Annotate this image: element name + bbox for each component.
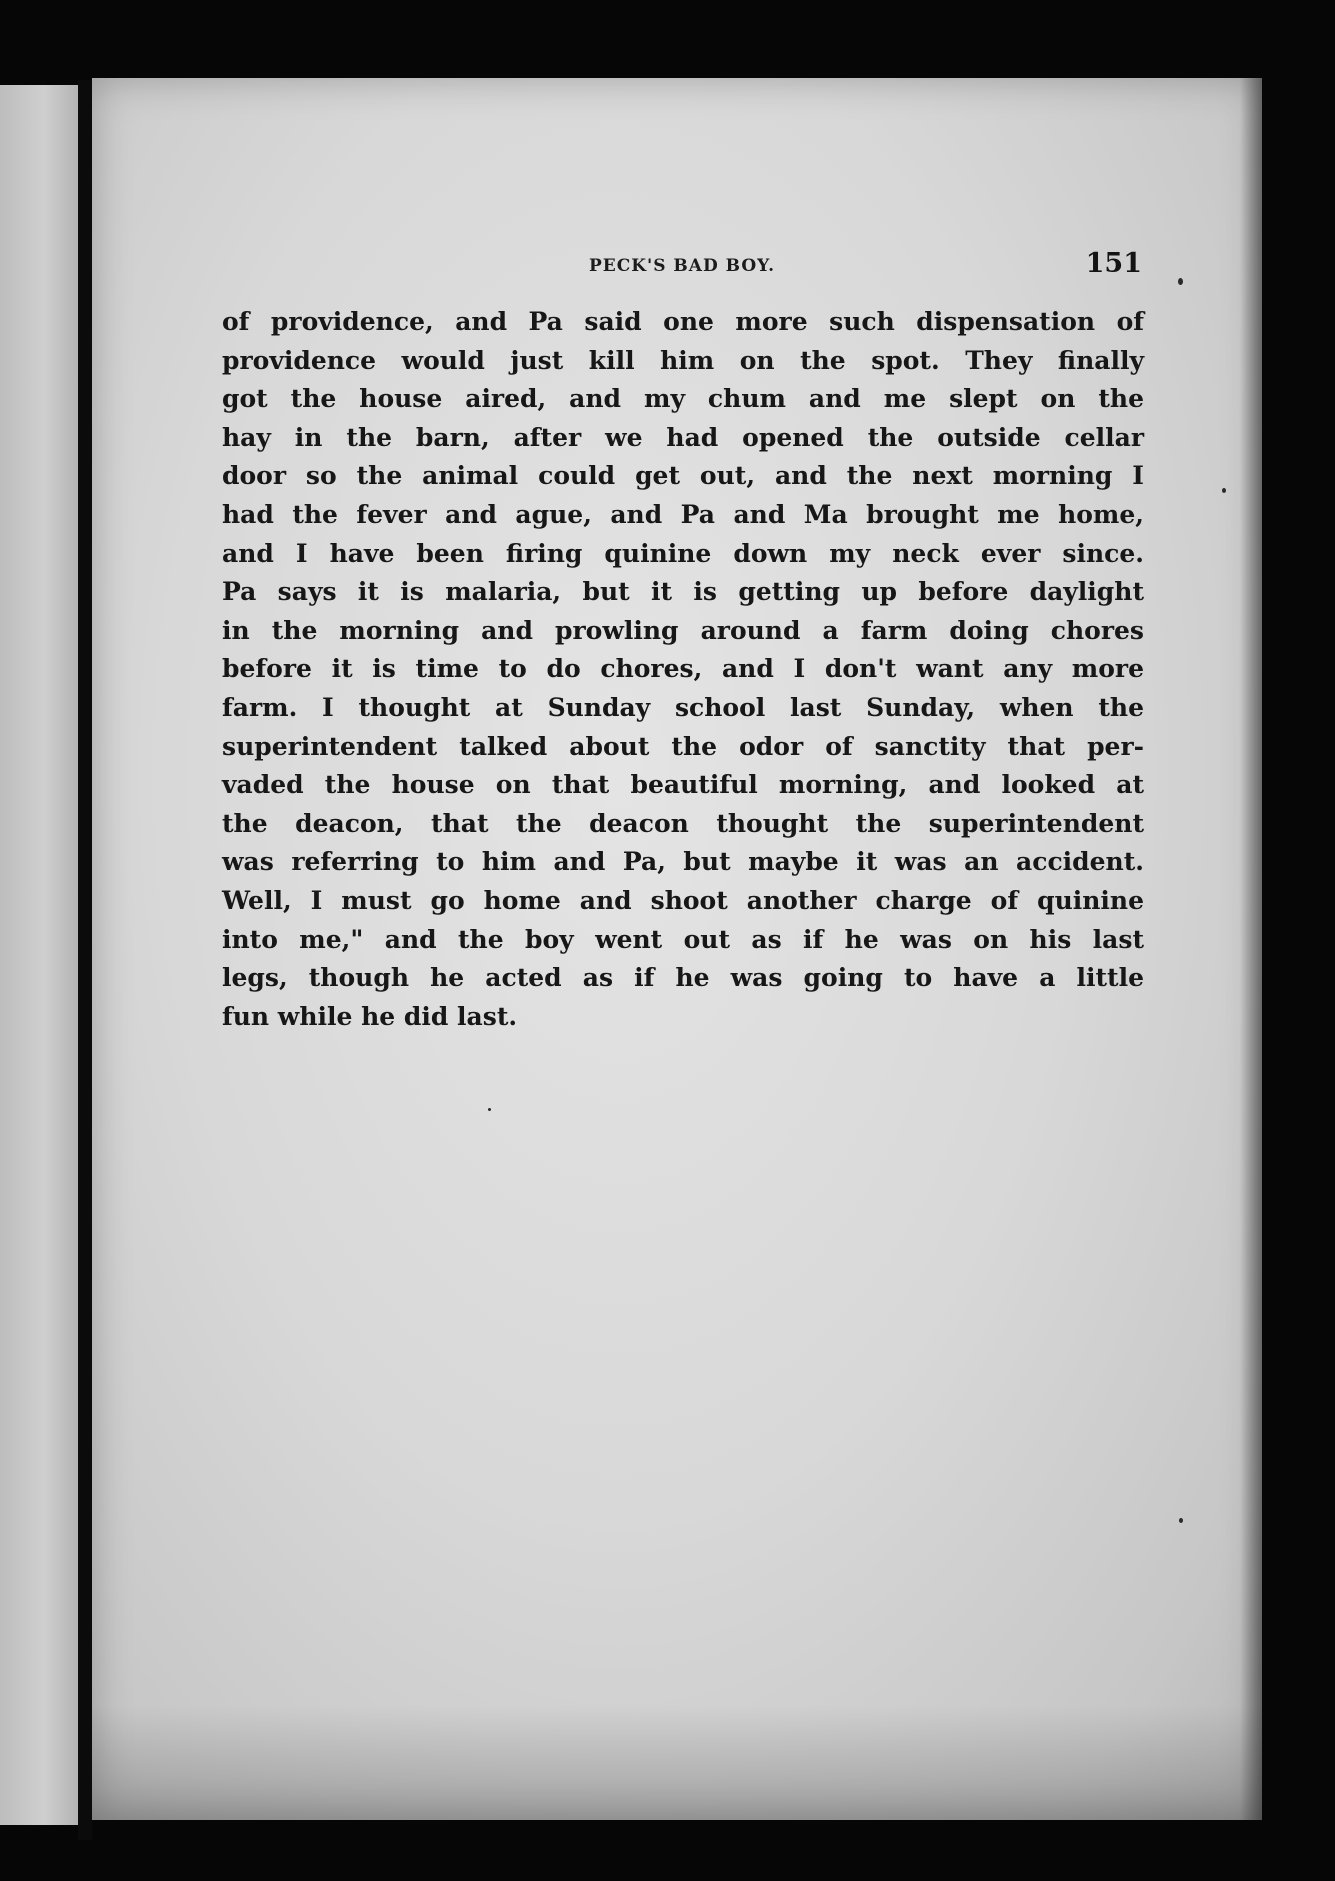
text-line: vaded the house on that beautiful morning, and looked at: [222, 770, 1144, 800]
scan-speck: [1222, 488, 1226, 493]
page-shadow: [92, 1705, 1262, 1820]
text-line: was referring to him and Pa, but maybe it was an accident.: [222, 847, 1144, 877]
text-line: superintendent talked about the odor of sanctity that per-: [222, 731, 1144, 761]
text-line: and I have been firing quinine down my neck ever since.: [222, 538, 1144, 568]
text-line: providence would just kill him on the spot. They finally: [222, 345, 1144, 375]
adjacent-page-edge: [0, 85, 80, 1825]
text-line: had the fever and ague, and Pa and Ma brought me home,: [222, 499, 1144, 529]
scan-speck: [1179, 1518, 1183, 1523]
running-title: PECK'S BAD BOY.: [588, 256, 776, 276]
text-line: before it is time to do chores, and I don't want any more: [222, 654, 1144, 684]
book-gutter: [78, 80, 92, 1840]
text-line: hay in the barn, after we had opened the outside cellar: [222, 422, 1144, 452]
text-line: fun while he did last.: [222, 1001, 518, 1031]
text-line: Well, I must go home and shoot another charge of quinine: [222, 885, 1144, 915]
text-line: into me," and the boy went out as if he was on his last: [222, 924, 1144, 954]
page-edge-shadow: [1240, 78, 1262, 1820]
text-line: in the morning and prowling around a farm doing chores: [222, 615, 1144, 645]
text-line: farm. I thought at Sunday school last Sunday, when the: [222, 692, 1144, 722]
text-line: got the house aired, and my chum and me slept on the: [222, 384, 1144, 414]
text-line: the deacon, that the deacon thought the superintendent: [222, 808, 1144, 838]
text-line: door so the animal could get out, and the next morning I: [222, 461, 1144, 491]
text-line: legs, though he acted as if he was going to have a little: [222, 963, 1144, 993]
scan-speck: [1178, 278, 1183, 285]
scan-speck: [488, 1108, 491, 1111]
text-line: Pa says it is malaria, but it is getting up before daylight: [222, 577, 1144, 607]
page-number: 151: [1085, 248, 1142, 279]
body-text: [222, 303, 1144, 1036]
book-page: [92, 78, 1262, 1820]
text-line: of providence, and Pa said one more such dispensation of: [222, 307, 1144, 336]
running-head: [222, 248, 1142, 288]
